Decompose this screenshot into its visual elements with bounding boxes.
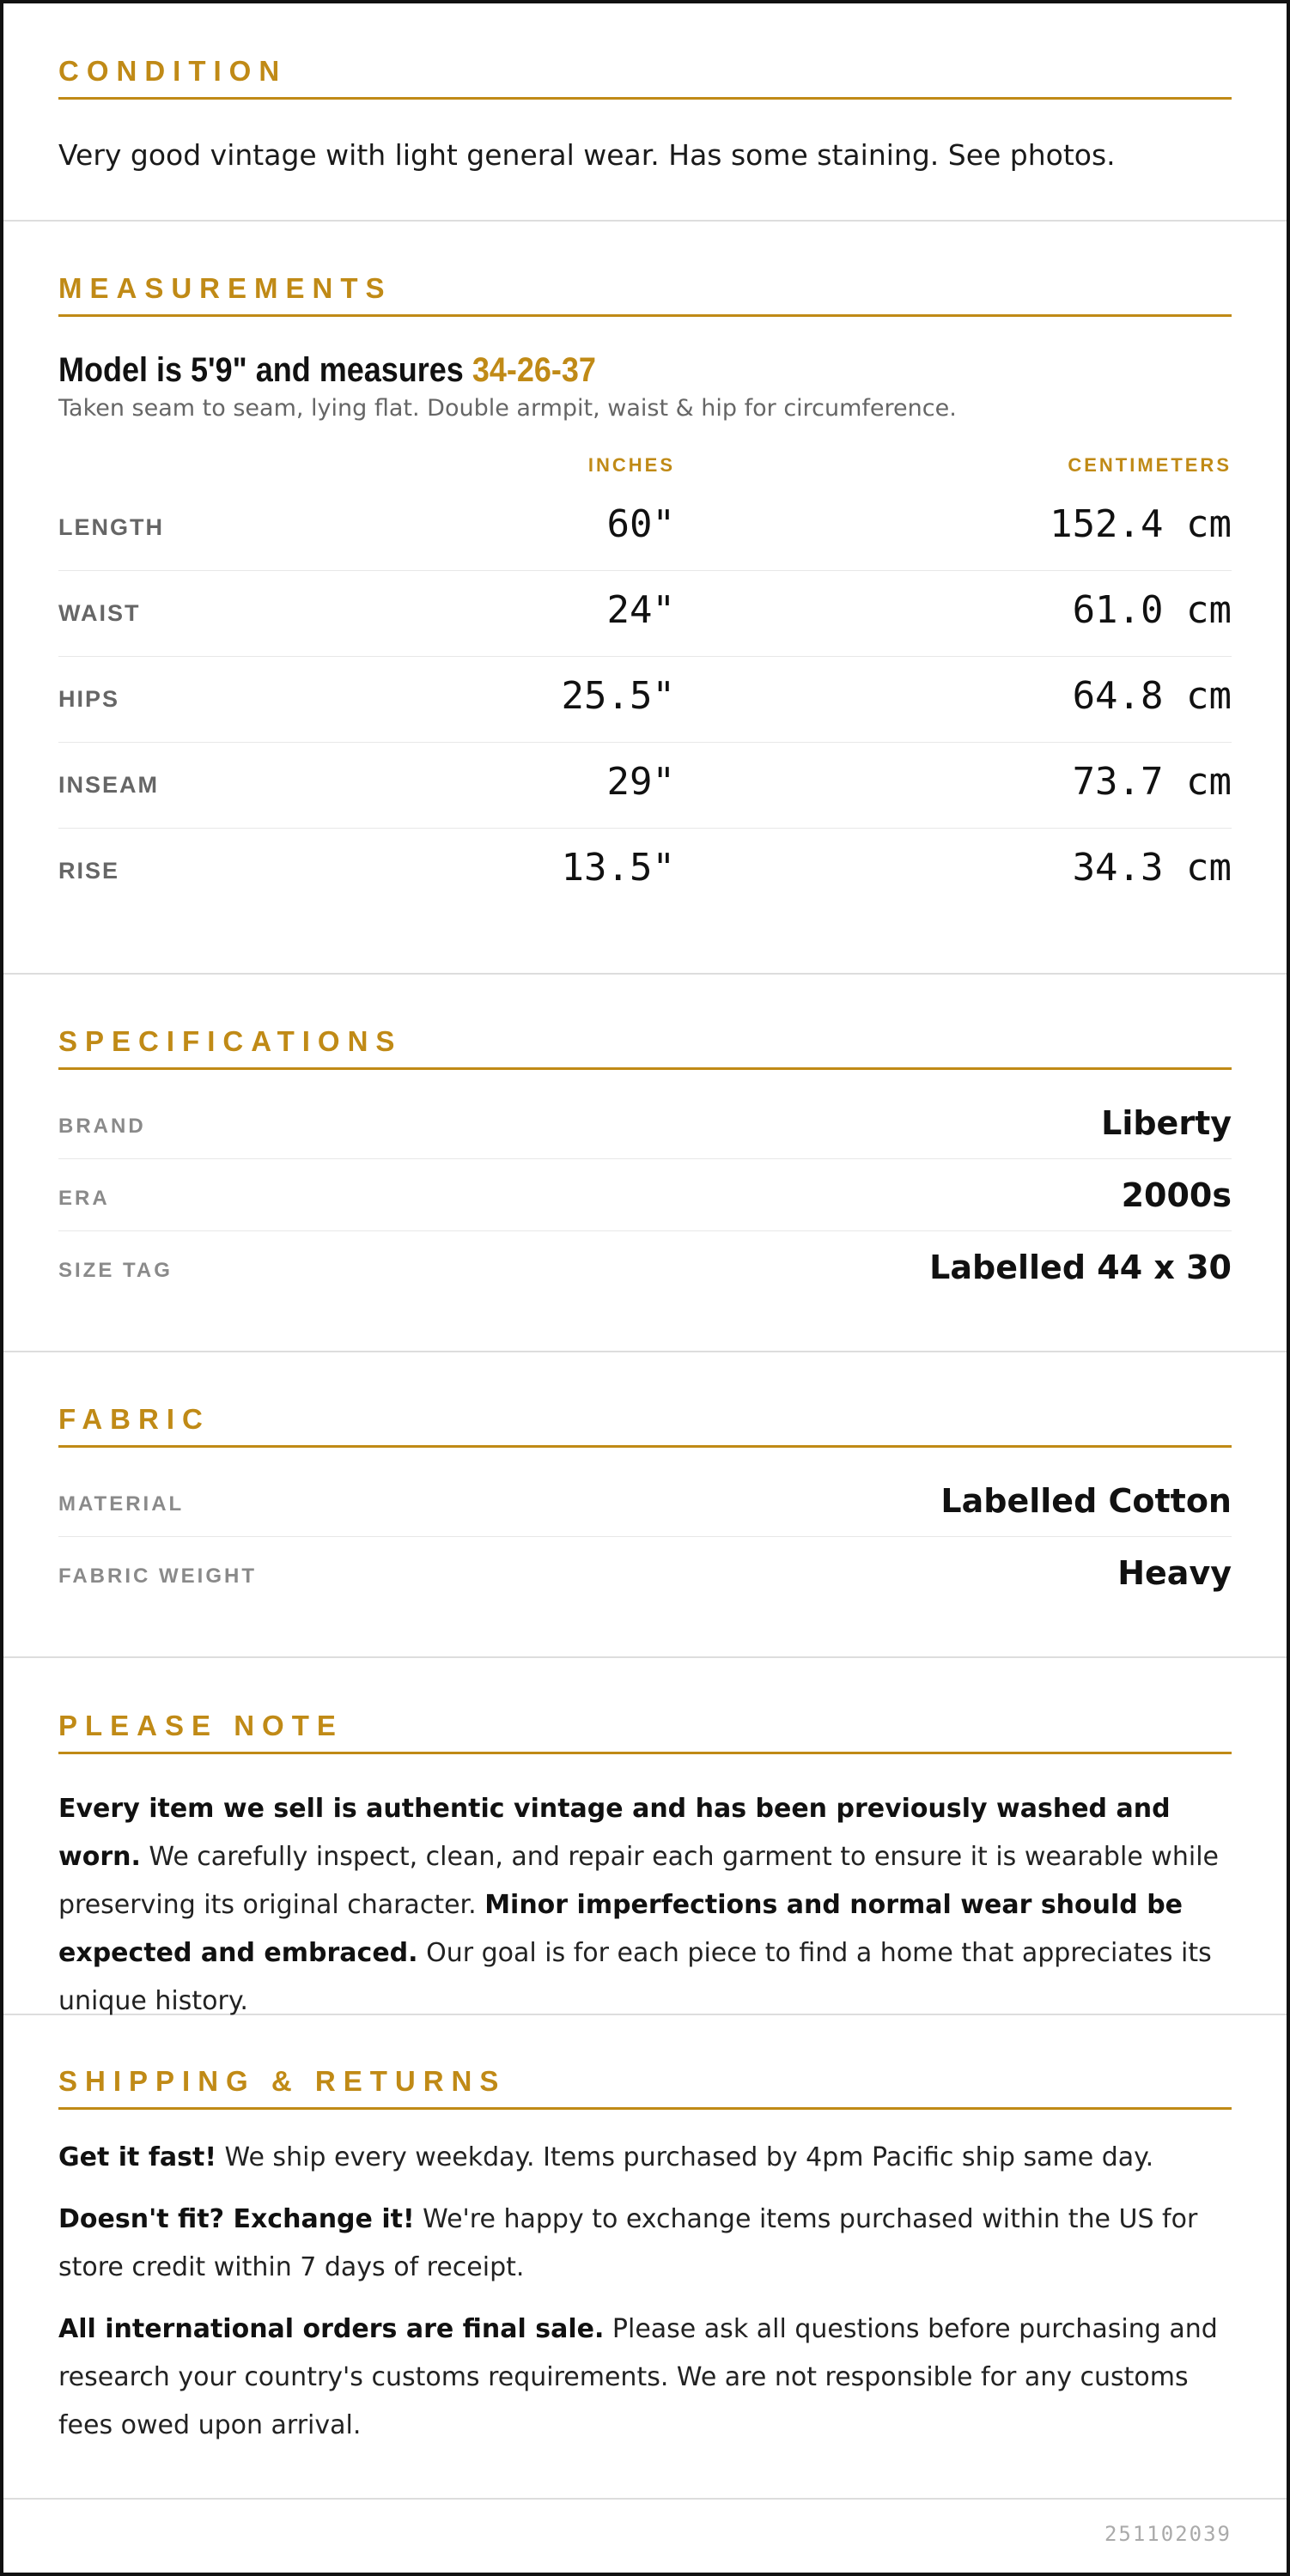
spec-value: Labelled 44 x 30 (929, 1249, 1232, 1286)
measurement-label: INSEAM (58, 772, 160, 798)
measurement-method-note: Taken seam to seam, lying flat. Double armpit, waist & hip for circumference. (58, 395, 957, 422)
specifications-list (58, 1087, 1232, 1303)
measurement-inches: 24" (606, 588, 675, 632)
measurement-inches: 60" (606, 502, 675, 546)
specifications-section (3, 975, 1287, 1352)
measurements-title: MEASUREMENTS (58, 274, 1232, 317)
shipping-text: We're happy to exchange items purchased within the US for store credit within 7 days of receipt. (58, 2204, 1198, 2282)
model-prefix: Model is 5'9" and measures (58, 351, 472, 389)
spec-label: SIZE TAG (58, 1259, 173, 1282)
measurement-row-length (58, 485, 1232, 571)
column-header-centimeters: CENTIMETERS (1068, 454, 1232, 476)
fabric-row-material (58, 1465, 1232, 1537)
measurement-inches: 13.5" (561, 846, 675, 890)
measurement-cm: 34.3 cm (1072, 846, 1232, 890)
measurement-row-hips (58, 657, 1232, 743)
model-measurements-line (58, 351, 1114, 390)
shipping-paragraph-fast (58, 2134, 1232, 2182)
note-text-1: We carefully inspect, clean, and repair each garment to ensure it is wearable while preserving its original character. (58, 1842, 1219, 1920)
note-text-2: Our goal is for each piece to find a home that appreciates its unique history. (58, 1938, 1212, 2016)
please-note-text (58, 1785, 1232, 2026)
shipping-bold: Get it fast! (58, 2142, 216, 2172)
fabric-label: FABRIC WEIGHT (58, 1564, 257, 1588)
measurement-cm: 61.0 cm (1072, 588, 1232, 632)
specifications-title: SPECIFICATIONS (58, 1027, 1232, 1070)
condition-title: CONDITION (58, 57, 1232, 100)
measurements-section (3, 222, 1287, 975)
spec-row-brand (58, 1087, 1232, 1159)
product-code: 251102039 (1104, 2522, 1232, 2546)
measurement-row-waist (58, 571, 1232, 657)
measurement-cm: 64.8 cm (1072, 674, 1232, 718)
fabric-list (58, 1465, 1232, 1608)
fabric-section (3, 1352, 1287, 1658)
footer (3, 2500, 1287, 2572)
measurement-label: WAIST (58, 600, 141, 626)
shipping-bold: Doesn't fit? Exchange it! (58, 2204, 415, 2234)
model-measure: 34-26-37 (472, 351, 596, 389)
measurement-row-rise (58, 829, 1232, 914)
please-note-section (3, 1658, 1287, 2015)
measurement-inches: 25.5" (561, 674, 675, 718)
condition-text: Very good vintage with light general wear. Has some staining. See photos. (58, 138, 1116, 172)
shipping-bold: All international orders are final sale. (58, 2314, 605, 2344)
measurement-inches: 29" (606, 760, 675, 804)
spec-label: ERA (58, 1187, 110, 1210)
please-note-title: PLEASE NOTE (58, 1711, 1232, 1754)
spec-label: BRAND (58, 1115, 146, 1138)
fabric-value: Heavy (1117, 1554, 1232, 1592)
spec-row-era (58, 1159, 1232, 1231)
measurement-label: HIPS (58, 686, 120, 712)
measurement-row-inseam (58, 743, 1232, 829)
measurement-cm: 73.7 cm (1072, 760, 1232, 804)
shipping-text: Please ask all questions before purchasing and research your country's customs requirements. We are not responsible for any customs fees owed upon arrival. (58, 2314, 1218, 2440)
fabric-value: Labelled Cotton (940, 1482, 1232, 1520)
shipping-returns-section (3, 2015, 1287, 2500)
spec-value: 2000s (1121, 1176, 1232, 1214)
spec-value: Liberty (1101, 1104, 1232, 1142)
shipping-paragraph-exchange (58, 2196, 1232, 2292)
measurement-cm: 152.4 cm (1050, 502, 1232, 546)
fabric-title: FABRIC (58, 1405, 1232, 1448)
condition-section (3, 3, 1287, 222)
note-bold-1: Every item we sell is authentic vintage and has been previously washed and worn. (58, 1794, 1171, 1872)
measurement-column-headers (58, 442, 1232, 485)
fabric-row-weight (58, 1537, 1232, 1608)
column-header-inches: INCHES (587, 454, 675, 476)
note-bold-2: Minor imperfections and normal wear should be expected and embraced. (58, 1890, 1184, 1968)
measurement-label: RISE (58, 858, 120, 884)
shipping-text: We ship every weekday. Items purchased by 4pm Pacific ship same day. (216, 2142, 1154, 2172)
shipping-returns-title: SHIPPING & RETURNS (58, 2067, 1232, 2110)
fabric-label: MATERIAL (58, 1492, 185, 1516)
spec-row-size-tag (58, 1231, 1232, 1303)
measurement-label: LENGTH (58, 514, 164, 540)
shipping-paragraph-international (58, 2306, 1232, 2450)
